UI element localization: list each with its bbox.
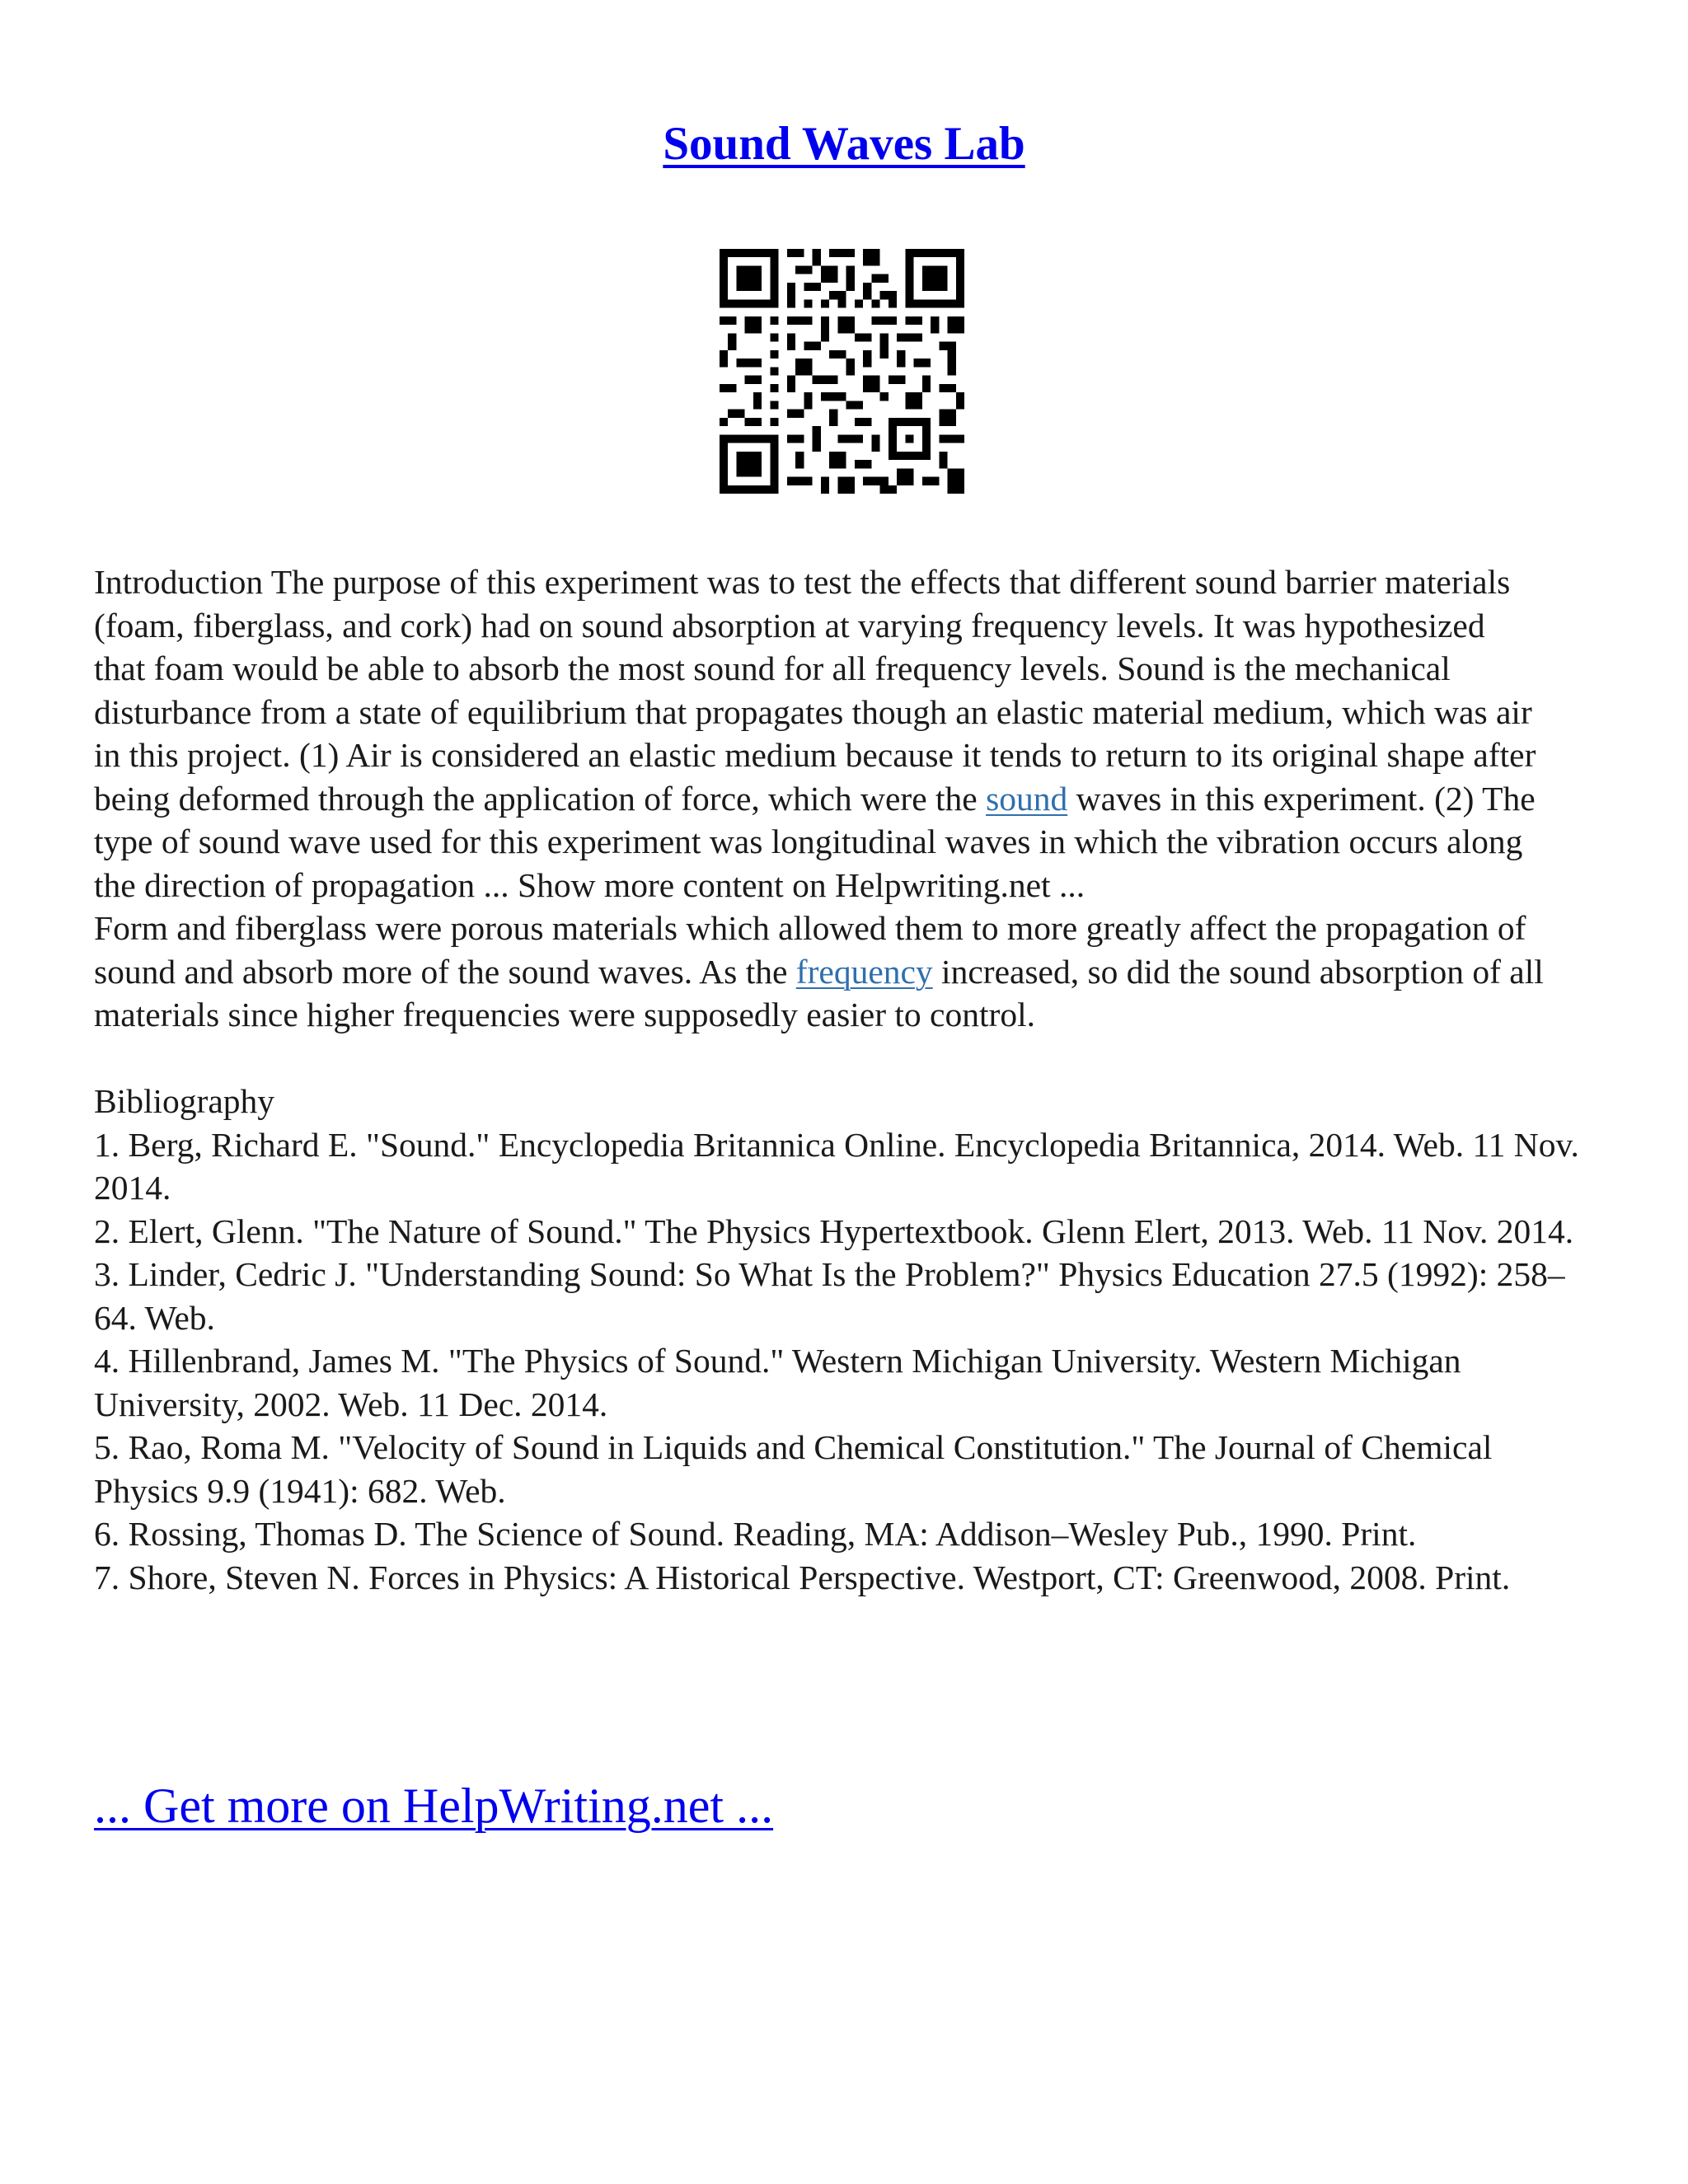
get-more-link[interactable]: ... Get more on HelpWriting.net ... — [94, 1779, 774, 1833]
bibliography-entry: 6. Rossing, Thomas D. The Science of Sound. Reading, MA: Addison–Wesley Pub., 1990. Print. — [94, 1515, 1417, 1553]
sound-link[interactable]: sound — [986, 779, 1068, 818]
intro-text-1: Introduction The purpose of this experiment was to test the effects that different sound barrier materials (foam, fiberglass, and cork) had on sound absorption at varying frequency levels. It was hypothesized that foam would be able to absorb the most sound for all frequency levels. Sound is the mechanical disturbance from a state of equilibrium that propagates though an elastic material medium, which was air in this project. (1) Air is considered an elastic medium because it tends to return to its original shape after being deformed through the application of force, which were the — [94, 563, 1536, 818]
page-title — [0, 115, 1688, 173]
frequency-link[interactable]: frequency — [795, 952, 933, 991]
conclusion-paragraph — [94, 907, 1545, 1037]
section-spacer — [94, 1037, 1602, 1080]
bibliography-list — [94, 1123, 1602, 1600]
get-more-link-container — [94, 1776, 773, 1835]
bibliography-entry: 1. Berg, Richard E. "Sound." Encyclopedia Britannica Online. Encyclopedia Britannica, 2014. Web. 11 Nov. 2014. — [94, 1125, 1579, 1207]
intro-text-2: waves in this experiment. (2) The type of sound wave used for this experiment was longitudinal waves in which the vibration occurs along the direction of propagation ... Show more content on Helpwriting.net ... — [94, 779, 1536, 904]
bibliography-entry: 5. Rao, Roma M. "Velocity of Sound in Liquids and Chemical Constitution." The Journal of Chemical Physics 9.9 (1941): 682. Web. — [94, 1428, 1493, 1510]
intro-paragraph — [94, 560, 1545, 907]
bibliography-entry: 3. Linder, Cedric J. "Understanding Sound: So What Is the Problem?" Physics Education 27.5 (1992): 258–64. Web. — [94, 1255, 1565, 1337]
bibliography-entry: 2. Elert, Glenn. "The Nature of Sound." The Physics Hypertextbook. Glenn Elert, 2013. Web. 11 Nov. 2014. — [94, 1212, 1574, 1250]
conclusion-text-1: Form and fiberglass were porous materials which allowed them to more greatly affect the propagation of sound and absorb more of the sound waves. As the — [94, 909, 1526, 991]
bibliography-entry: 7. Shore, Steven N. Forces in Physics: A Historical Perspective. Westport, CT: Greenwood, 2008. Print. — [94, 1558, 1511, 1596]
title-link[interactable]: Sound Waves Lab — [663, 118, 1025, 170]
bibliography-heading: Bibliography — [94, 1082, 275, 1120]
document-body — [94, 560, 1602, 1599]
qr-code-icon — [720, 249, 964, 494]
bibliography-entry: 4. Hillenbrand, James M. "The Physics of Sound." Western Michigan University. Western Michigan University, 2002. Web. 11 Dec. 2014. — [94, 1342, 1461, 1423]
conclusion-text-2: increased, so did the sound absorption of all materials since higher frequencies were supposedly easier to control. — [94, 952, 1544, 1033]
